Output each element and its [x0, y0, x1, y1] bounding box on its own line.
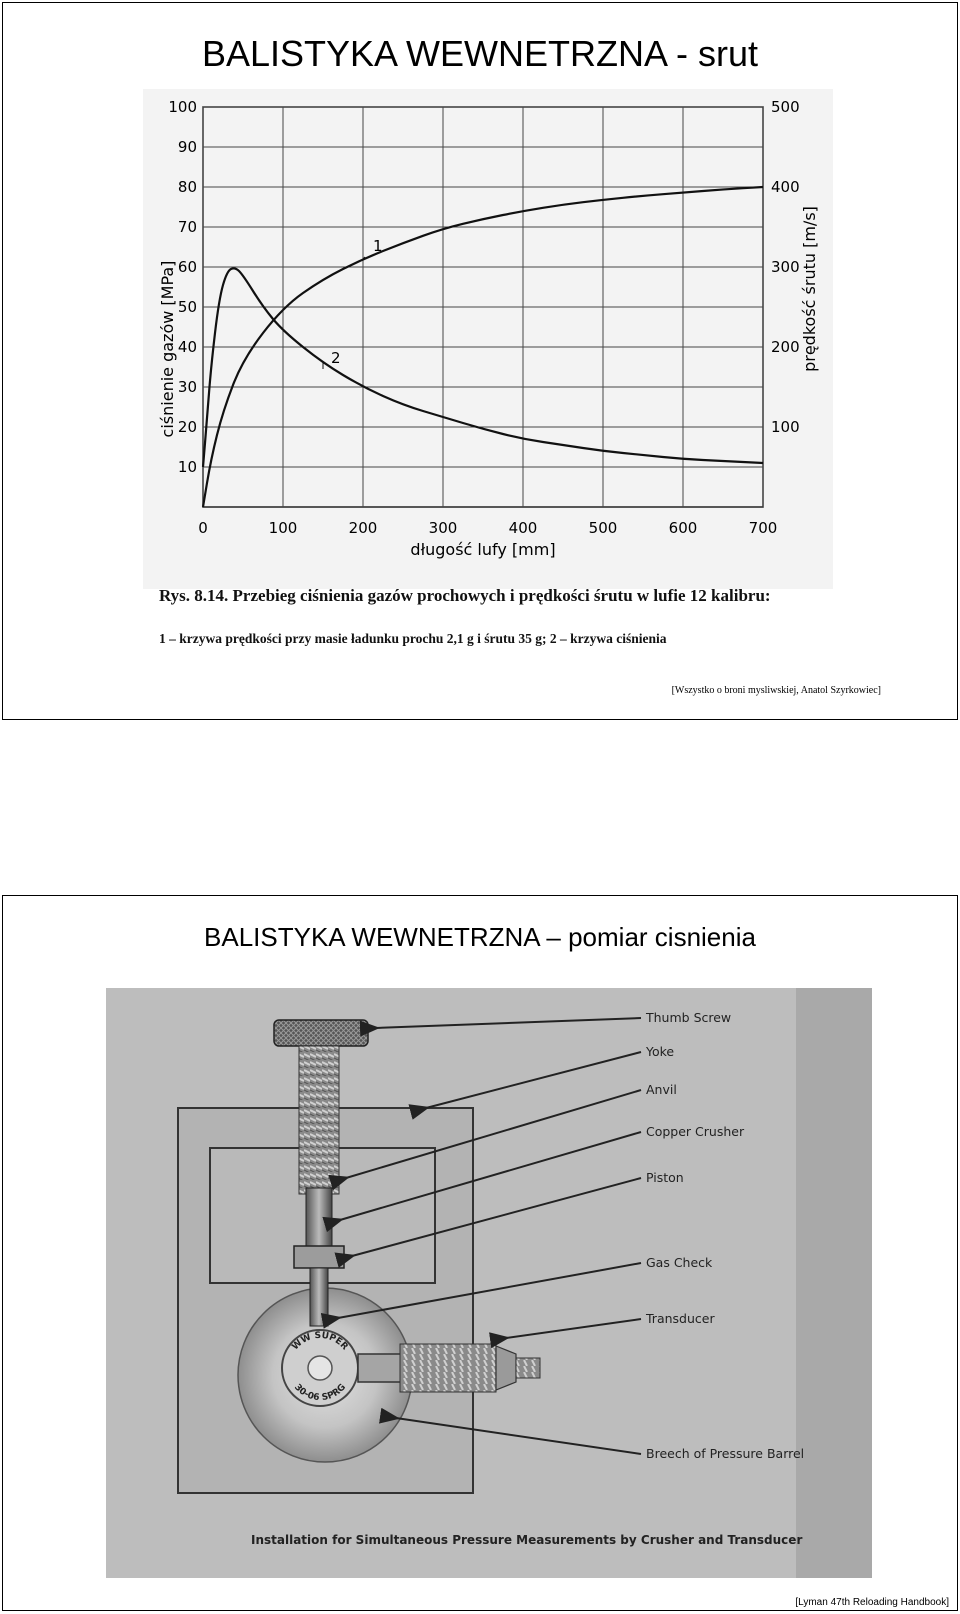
y-tick-label: 10: [177, 458, 197, 476]
label-transducer: Transducer: [646, 1311, 715, 1326]
label-copper-crusher: Copper Crusher: [646, 1124, 745, 1139]
anvil: [306, 1188, 332, 1248]
label-gas-check: Gas Check: [646, 1255, 713, 1270]
label-thumb-screw: Thumb Screw: [646, 1010, 732, 1025]
transducer-connector: [516, 1358, 540, 1378]
x-tick-label: 100: [268, 519, 298, 537]
figure-caption-title: Rys. 8.14. Przebieg ciśnienia gazów prochowych i prędkości śrutu w lufie 12 kalibru:: [159, 586, 771, 605]
label-anvil: Anvil: [646, 1082, 677, 1097]
y-tick-label: 90: [177, 138, 197, 156]
diagram-caption: Installation for Simultaneous Pressure Measurements by Crusher and Transducer: [251, 1533, 803, 1547]
y-tick-label: 50: [177, 298, 197, 316]
y-tick-label: 100: [168, 98, 197, 116]
scan-background: [143, 89, 833, 589]
x-tick-label: 200: [348, 519, 378, 537]
y2-tick-label: 400: [771, 178, 800, 196]
x-tick-label: 400: [508, 519, 538, 537]
x-tick-label: 500: [588, 519, 618, 537]
y-tick-label: 80: [177, 178, 197, 196]
y2-axis-label: prędkość śrutu [m/s]: [800, 206, 819, 372]
y-tick-label: 70: [177, 218, 197, 236]
x-tick-label: 600: [668, 519, 698, 537]
slide-pressure-measurement: [2, 895, 958, 1611]
thumb-screw-knob: [274, 1020, 368, 1046]
y2-tick-label: 100: [771, 418, 800, 436]
pressure-barrel-diagram: [106, 988, 872, 1578]
figure-caption-body: 1 – krzywa prędkości przy masie ładunku prochu 2,1 g i śrutu 35 g; 2 – krzywa ciśnienia: [159, 631, 667, 646]
pressure-velocity-chart: [3, 89, 959, 669]
label-yoke: Yoke: [646, 1044, 675, 1059]
source-credit: [Wszystko o broni mysliwskiej, Anatol Szyrkowiec]: [671, 685, 881, 696]
transducer-body: [358, 1354, 402, 1382]
transducer-thread: [400, 1344, 496, 1392]
gauge-label-top: WW SUPER: [290, 1330, 350, 1353]
piston: [310, 1268, 328, 1326]
copper-crusher: [294, 1246, 344, 1268]
label-piston: Piston: [646, 1170, 684, 1185]
y-tick-label: 40: [177, 338, 197, 356]
photo-right-shadow: [796, 988, 872, 1578]
x-tick-label: 0: [198, 519, 208, 537]
y2-tick-label: 200: [771, 338, 800, 356]
source-credit: [Lyman 47th Reloading Handbook]: [795, 1597, 949, 1608]
slide-ballistics-shot: [2, 2, 958, 720]
slide-title: BALISTYKA WEWNETRZNA - srut: [201, 33, 759, 74]
series-2-label: 2: [331, 349, 341, 367]
x-tick-label: 300: [428, 519, 458, 537]
gauge-label-bottom: 30-06 SPRG: [292, 1382, 348, 1404]
y-axis-label: ciśnienie gazów [MPa]: [158, 260, 177, 438]
slide-title: BALISTYKA WEWNETRZNA – pomiar cisnienia: [204, 922, 756, 952]
transducer-tip: [496, 1346, 516, 1390]
gauge-center: [308, 1356, 332, 1380]
x-tick-label: 700: [748, 519, 778, 537]
y2-tick-label: 300: [771, 258, 800, 276]
thumb-screw-thread: [299, 1046, 339, 1194]
y-tick-label: 30: [177, 378, 197, 396]
y-tick-label: 20: [177, 418, 197, 436]
series-1-label: 1: [373, 237, 383, 255]
y-tick-label: 60: [177, 258, 197, 276]
x-axis-label: długość lufy [mm]: [410, 540, 556, 559]
label-breech: Breech of Pressure Barrel: [646, 1446, 805, 1461]
y2-tick-label: 500: [771, 98, 800, 116]
